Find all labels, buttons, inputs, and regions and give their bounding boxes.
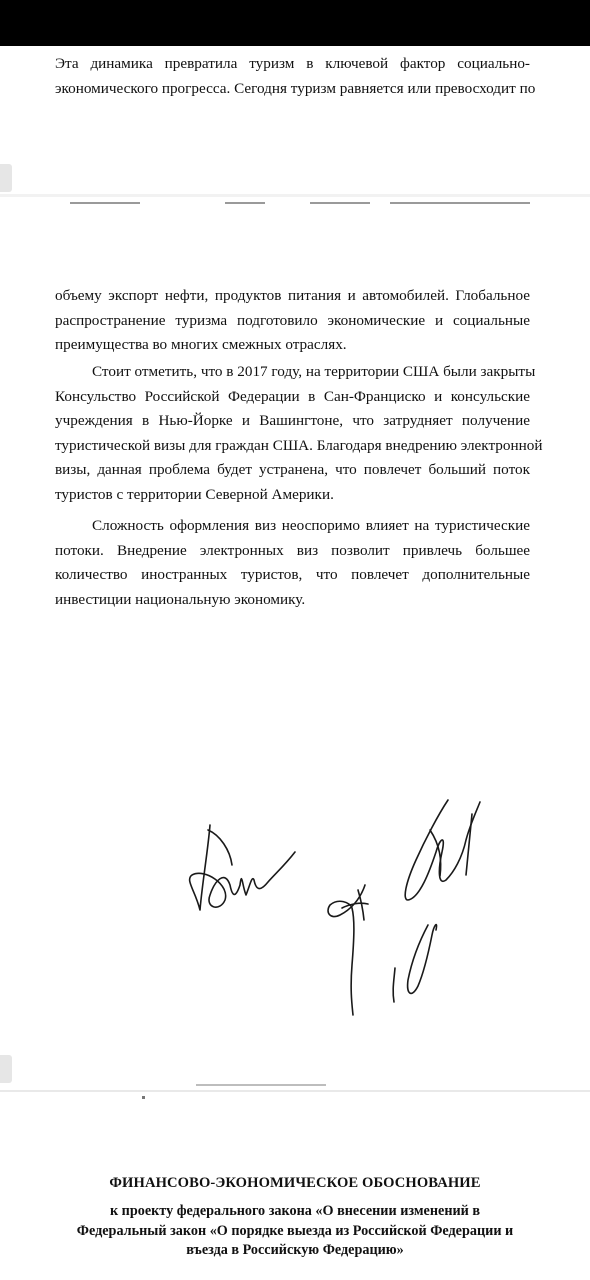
paragraph-visas (55, 514, 530, 612)
scan-artifacts (60, 198, 535, 208)
page1-text (55, 52, 536, 101)
text-line: количество иностранных туристов, что повлечет дополнительные (55, 566, 530, 584)
side-scroll-tab[interactable] (0, 1055, 12, 1083)
text-line: Консульство Российской Федерации в Сан-Франциско и консульские (55, 387, 530, 405)
text-line: Сложность оформления виз неоспоримо влияет на туристические (92, 517, 530, 534)
footer-rule (196, 1084, 326, 1086)
paragraph-consulates (55, 360, 543, 508)
text-line: учреждения в Нью-Йорке и Вашингтоне, что затрудняет получение (55, 412, 530, 430)
text-line: Стоит отметить, что в 2017 году, на территории США были закрыты (92, 363, 536, 380)
text-line: потоки. Внедрение электронных виз позволит привлечь большее (55, 541, 530, 559)
subtitle-line: к проекту федерального закона «О внесении изменений в (109, 1203, 481, 1219)
paragraph-export (55, 284, 530, 358)
side-scroll-tab[interactable] (0, 164, 12, 192)
page-separator (0, 194, 590, 197)
top-black-bar (0, 0, 590, 46)
text-line: преимущества во многих смежных отраслях. (55, 336, 347, 354)
text-line: туристической визы для граждан США. Благодаря внедрению электронной (55, 436, 543, 454)
text-line: визы, данная проблема будет устранена, что повлечет больший поток (55, 461, 530, 479)
text-line: распространение туризма подготовило экономические и социальные (55, 311, 530, 329)
scan-dot (142, 1096, 145, 1099)
text-line: экономического прогресса. Сегодня туризм равняется или превосходит по (55, 79, 536, 97)
text-line: Эта динамика превратила туризм в ключевой фактор социально- (55, 55, 530, 72)
subtitle-line: Федеральный закон «О порядке выезда из Российской Федерации и (76, 1222, 514, 1239)
document-title: ФИНАНСОВО-ЭКОНОМИЧЕСКОЕ ОБОСНОВАНИЕ (109, 1175, 481, 1191)
text-line: инвестиции национальную экономику. (55, 590, 306, 608)
text-line: объему экспорт нефти, продуктов питания и автомобилей. Глобальное (55, 287, 530, 304)
document-subtitle (40, 1202, 550, 1261)
handwritten-signatures (180, 790, 520, 1025)
subtitle-line: въезда в Российскую Федерацию» (186, 1242, 404, 1258)
page-separator (0, 1090, 590, 1092)
text-line: туристов с территории Северной Америки. (55, 485, 334, 503)
